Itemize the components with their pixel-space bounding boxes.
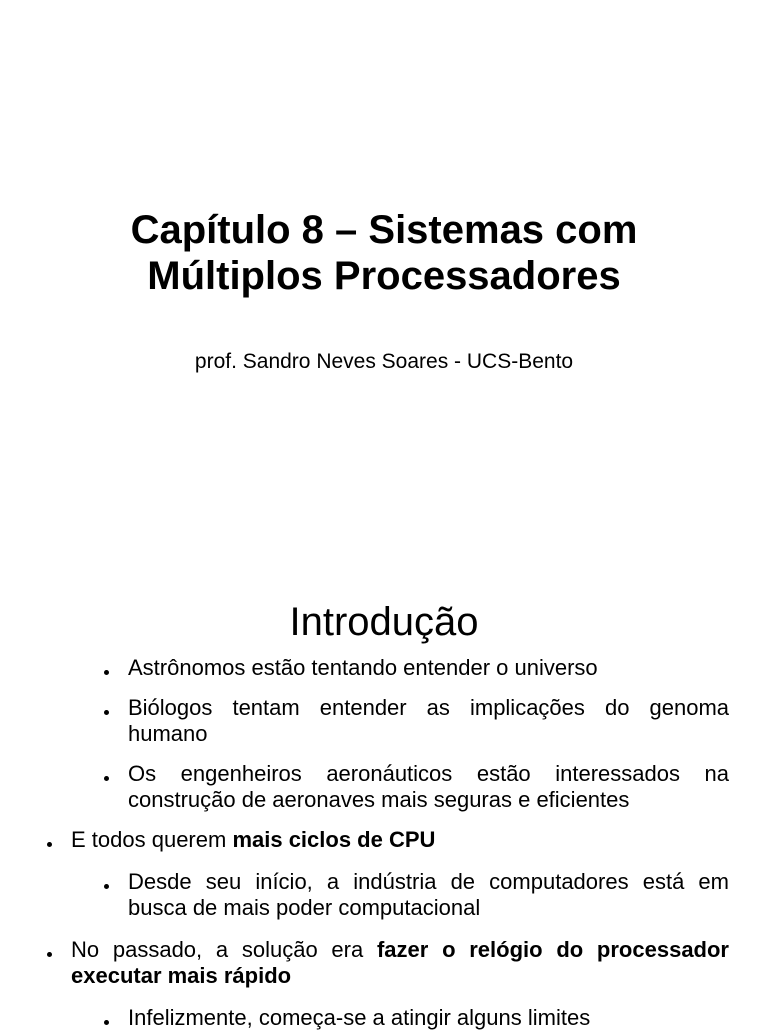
bullet-dot-icon xyxy=(104,1020,109,1025)
list-item: Infelizmente, começa-se a atingir alguns limites xyxy=(128,1005,729,1031)
bullet-list xyxy=(0,655,768,1031)
author-line: prof. Sandro Neves Soares - UCS-Bento xyxy=(194,350,574,373)
list-item: Astrônomos estão tentando entender o universo xyxy=(128,655,729,681)
bullet-dot-icon xyxy=(47,952,52,957)
bullet-dot-icon xyxy=(104,884,109,889)
list-item: Desde seu início, a indústria de computadores está em busca de mais poder computacional xyxy=(128,869,729,921)
slide-title-line-1: Capítulo 8 – Sistemas com xyxy=(130,208,638,252)
bullet-dot-icon xyxy=(104,710,109,715)
list-item: Biólogos tentam entender as implicações do genoma humano xyxy=(128,695,729,747)
list-item: No passado, a solução era fazer o relógio do processador executar mais rápido xyxy=(71,937,729,989)
list-item: E todos querem mais ciclos de CPU xyxy=(71,827,729,853)
slide-title xyxy=(0,207,768,299)
slide-title-line-2: Múltiplos Processadores xyxy=(147,254,621,298)
section-heading: Introdução xyxy=(289,600,479,644)
list-item: Os engenheiros aeronáuticos estão interessados na construção de aeronaves mais seguras e eficientes xyxy=(128,761,729,813)
bullet-dot-icon xyxy=(104,776,109,781)
bullet-dot-icon xyxy=(47,842,52,847)
bullet-dot-icon xyxy=(104,670,109,675)
